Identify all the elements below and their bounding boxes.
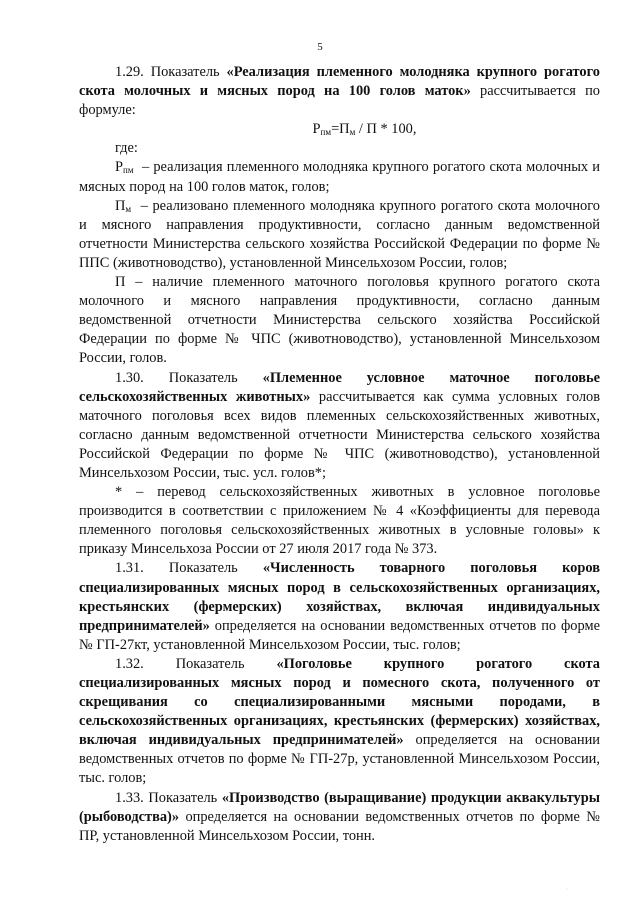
section-tail: рассчитывается по формуле: [79,83,600,119]
section-lead: Показатель [168,560,238,577]
symbol: Р [115,159,124,176]
section-tail: определяется на основании ведомственных отчетов по форме № ГП-27кт, установленной Минсельхозом России, тыс. голов; [79,617,600,653]
symbol: П [115,197,126,214]
section-number: 1.32. [115,655,144,672]
indicator-title: «Племенное условное маточное поголовье сельскохозяйственных животных» [79,369,600,405]
section-tail: рассчитывается как сумма условных голов маточного поголовья всех видов племенных сельскохозяйственных животных, согласно данным ведомственной отчетности Министерства сельского хозяйства Российской Федерации по форме № ЧПС (животноводство), установленной Минсельхозом России, тыс. усл. голов*; [79,388,600,481]
formula-part: / П * 100, [355,121,417,138]
paragraph-1-29 [79,63,600,120]
definition-text: – реализовано племенного молодняка крупного рогатого скота молочного и мясного направления продуктивности, согласно данным ведомственной отчетности Министерства сельского хозяйства Российской Федерации по форме № ППС (животноводство), установленной Минсельхозом России, голов; [79,197,600,271]
paragraph-1-32 [79,655,600,789]
indicator-title: «Численность товарного поголовья коров специализированных мясных пород в сельскохозяйственных организациях, крестьянских (фермерских) хозяйствах, включая индивидуальных предпринимателей» [79,560,600,634]
definition-pm [79,197,600,273]
paragraph-1-33 [79,789,600,846]
indicator-title: «Поголовье крупного рогатого скота специализированных мясных пород и помесного скота, полученного от скрещивания со специализированными мясными породами, в сельскохозяйственных организациях, крестьянских (фермерских) хозяйствах, включая индивидуальных предпринимателей» [79,655,600,749]
formula-subscript: пм [320,127,332,138]
section-tail: определяется на основании ведомственных отчетов по форме № ГП-27р, установленной Минсельхозом России, тыс. голов; [79,732,600,787]
indicator-title: «Реализация племенного молодняка крупного рогатого скота молочных и мясных пород на 100 голов маток» [79,64,600,100]
indicator-title: «Производство (выращивание) продукции аквакультуры (рыбоводства)» [79,789,600,825]
section-number: 1.33. [115,789,144,806]
formula [79,120,600,139]
section-lead: Показатель [148,789,218,806]
where-label: где: [115,140,138,157]
document-body [79,63,600,846]
section-lead: Показатель [168,369,238,386]
scan-mark: · [566,887,568,893]
section-number: 1.29. [115,64,144,80]
section-lead: Показатель [150,64,220,80]
formula-subscript: м [349,127,356,138]
definition-p: П – наличие племенного маточного поголовья крупного рогатого скота молочного и мясного направления продуктивности, согласно данным ведомственной отчетности Министерства сельского хозяйства Российской Федерации по форме № ЧПС (животноводство), установленной Минсельхозом России, голов. [79,274,600,367]
section-number: 1.31. [115,560,144,577]
page-number: 5 [317,41,323,53]
paragraph-1-30 [79,369,600,484]
section-tail: определяется на основании ведомственных отчетов по форме № ПР, установленной Минсельхозом России, тонн. [79,808,600,844]
section-lead: Показатель [175,655,245,672]
footnote: * – перевод сельскохозяйственных животных в условное поголовье производится в соответствии с приложением № 4 «Коэффициенты для перевода племенного поголовья сельскохозяйственных животных в условные головы» к приказу Минсельхоза России от 27 июля 2017 года № 373. [79,484,600,558]
section-number: 1.30. [115,369,144,386]
paragraph-1-31 [79,559,600,654]
definition-text: – реализация племенного молодняка крупного рогатого скота молочных и мясных пород на 100 голов маток, голов; [79,159,601,195]
formula-part: =П [331,121,350,138]
formula-part: Р [312,121,321,138]
symbol-subscript: м [125,203,132,214]
definition-rpm [79,158,600,196]
symbol-subscript: пм [123,165,134,176]
